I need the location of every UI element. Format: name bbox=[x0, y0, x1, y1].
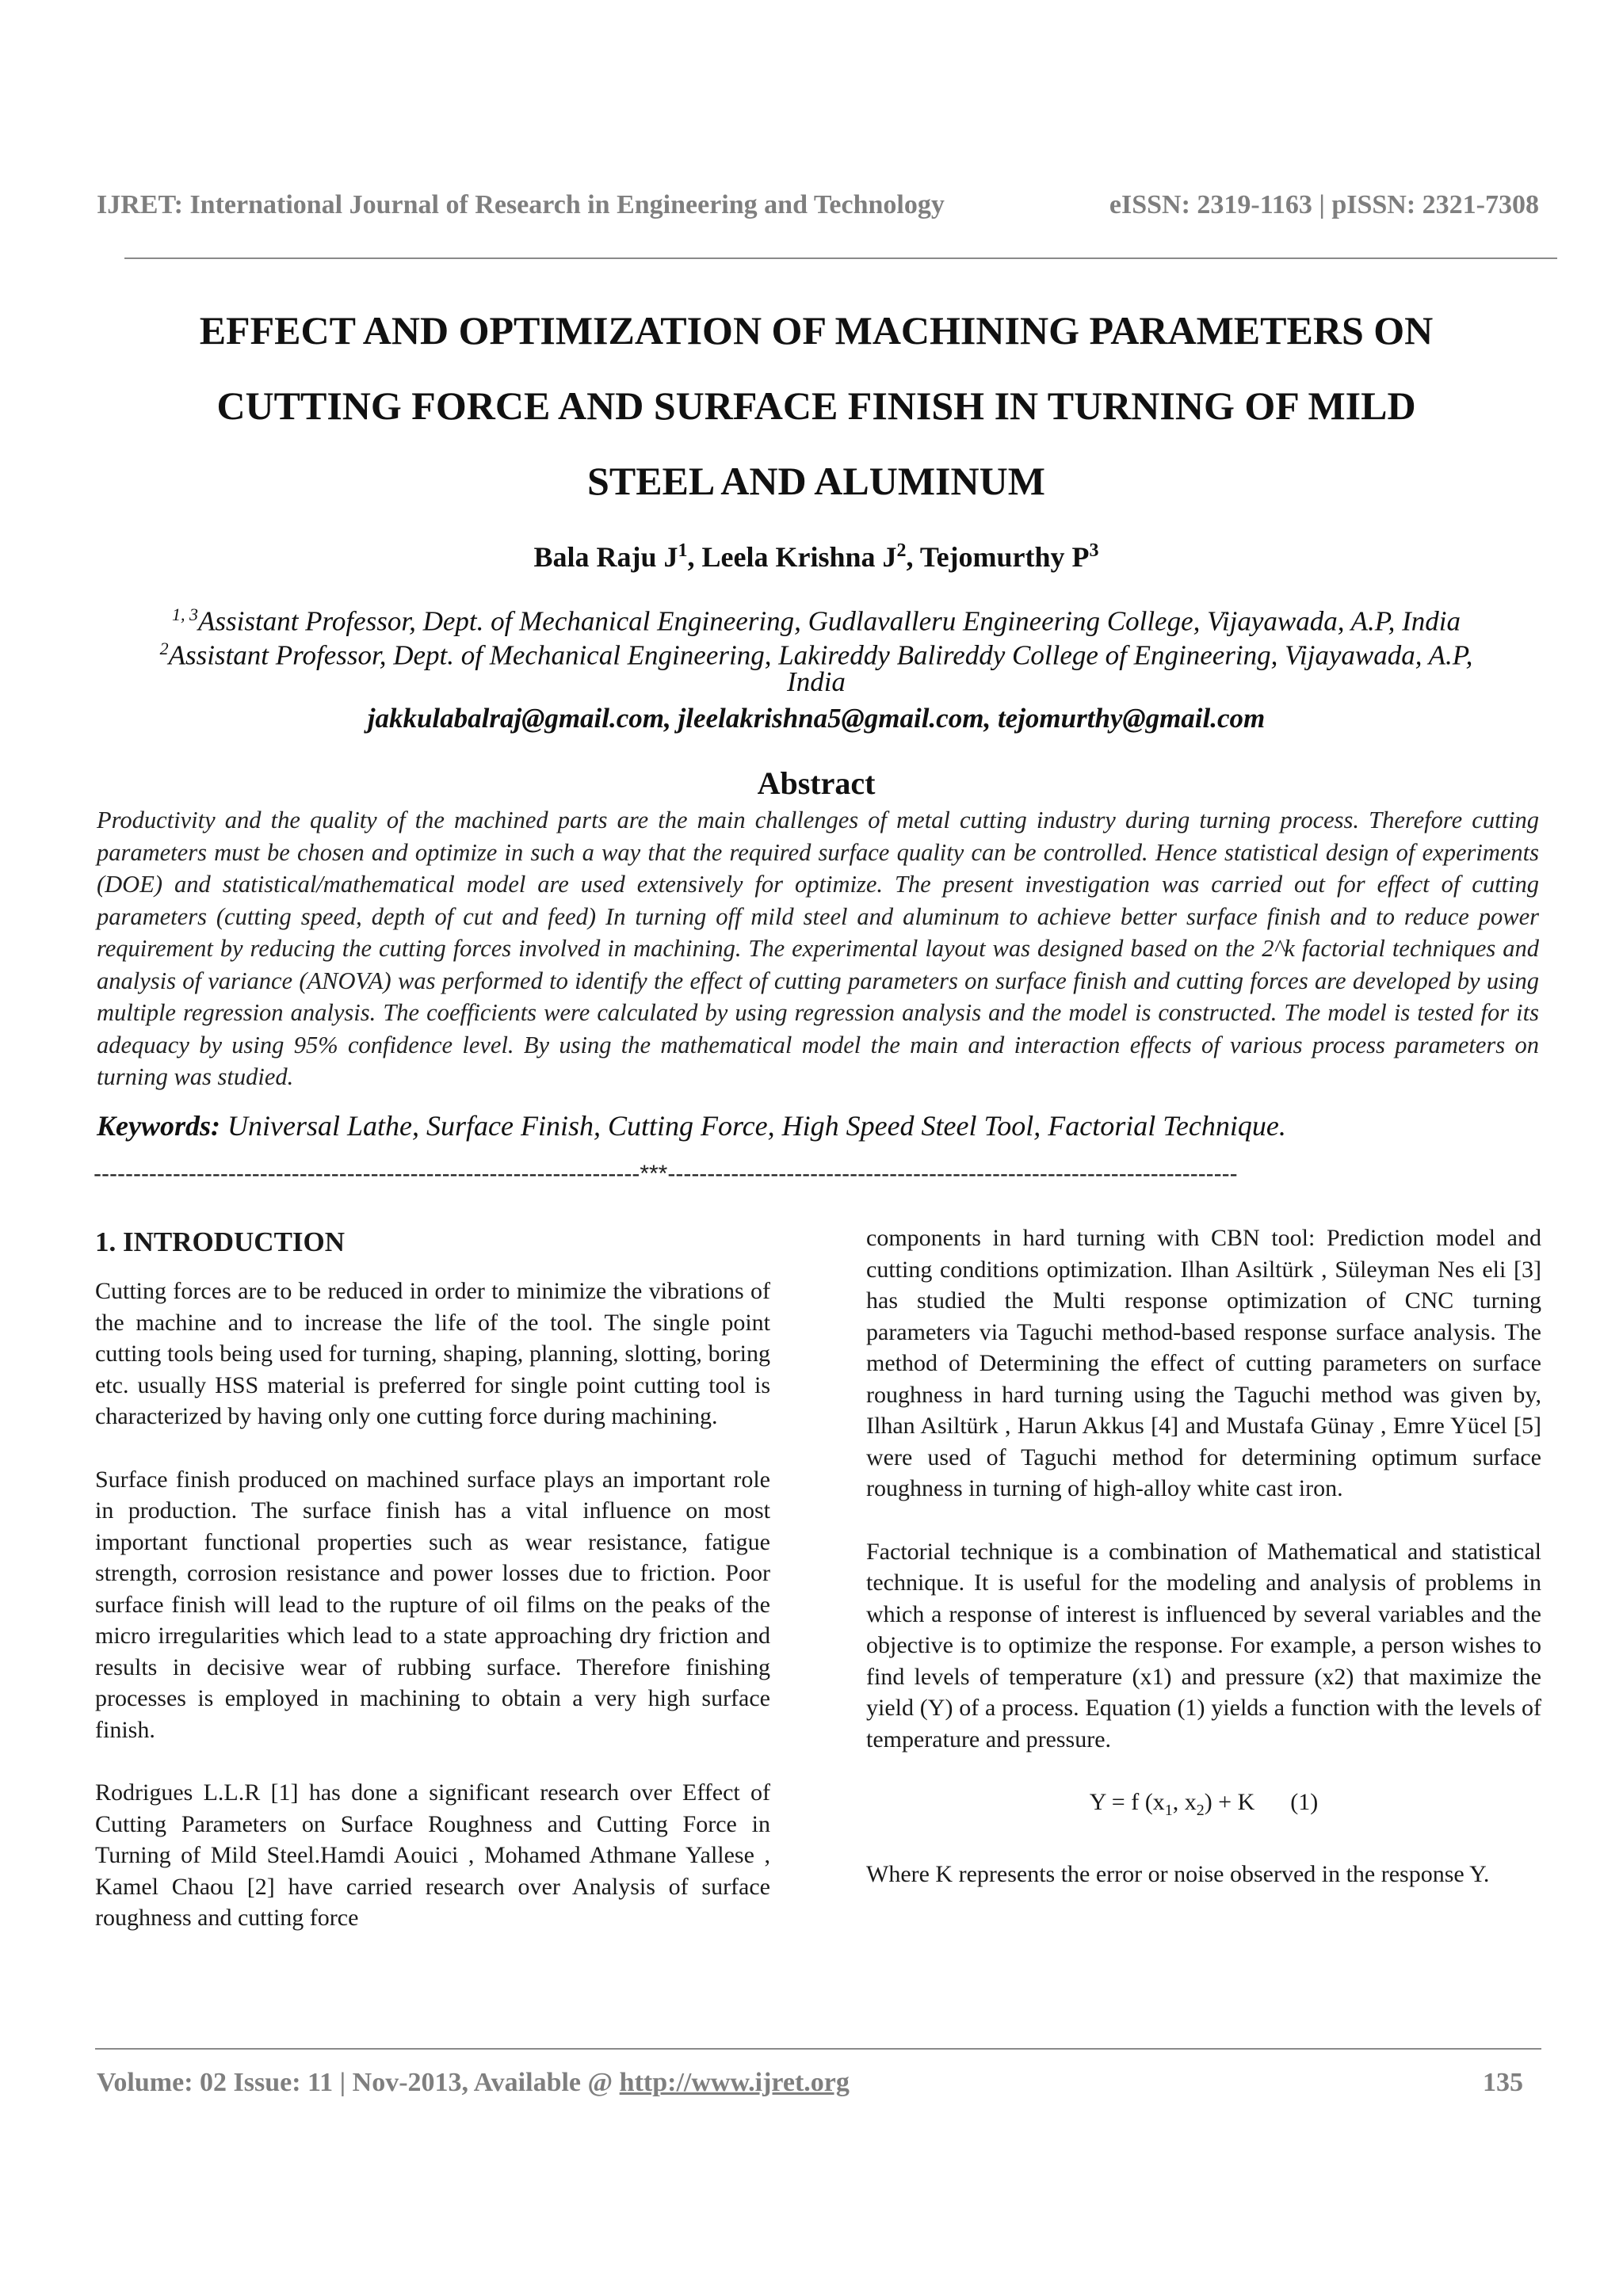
title-line-2: CUTTING FORCE AND SURFACE FINISH IN TURNING OF MILD bbox=[216, 383, 1416, 428]
intro-paragraph-1: Cutting forces are to be reduced in order to minimize the vibrations of the machine and to increase the life of the tool. The single point cutting tools being used for turning, shaping, planning, slotting, boring etc. usually HSS material is preferred for single point cutting tool is characterized by having only one cutting force during machining. bbox=[95, 1278, 770, 1429]
footer-journal-link[interactable]: http://www.ijret.org bbox=[619, 2068, 850, 2097]
journal-name: IJRET: International Journal of Research in Engineering and Technology bbox=[97, 190, 945, 219]
author-1-name: Bala Raju J bbox=[533, 541, 678, 573]
title-line-1: EFFECT AND OPTIMIZATION OF MACHINING PARAMETERS ON bbox=[199, 308, 1434, 353]
title-line-3: STEEL AND ALUMINUM bbox=[587, 459, 1045, 503]
affiliation-2-text: Assistant Professor, Dept. of Mechanical Engineering, Lakireddy Balireddy College of Engineering, Vijayawada, A.P, bbox=[168, 639, 1473, 671]
right-paragraph-2: Factorial technique is a combination of Mathematical and statistical technique. It is useful for the modeling and analysis of problems in which a response of interest is influenced by several variables and the objective is to optimize the response. For example, a person wishes to find levels of temperature (x1) and pressure (x2) that maximize the yield (Y) of a process. Equation (1) yields a function with the levels of temperature and pressure. bbox=[866, 1538, 1541, 1753]
equation-sub-1: 1 bbox=[1164, 1802, 1173, 1819]
keywords-text: Universal Lathe, Surface Finish, Cutting Force, High Speed Steel Tool, Factorial Technique. bbox=[220, 1110, 1286, 1142]
author-2-name: , Leela Krishna J bbox=[687, 541, 897, 573]
equation-part-c: ) + K (1) bbox=[1204, 1789, 1319, 1815]
abstract-body: Productivity and the quality of the machined parts are the main challenges of metal cutting industry during turning process. Therefore cutting parameters must be chosen and optimize in such a way that the required surface quality can be controlled. Hence statistical design of experiments (DOE) and statistical/mathematical model are used extensively for optimize. The present investigation was carried out for effect of cutting parameters (cutting speed, depth of cut and feed) In turning off mild steel and aluminum to achieve better surface finish and to reduce power requirement by reducing the cutting forces involved in machining. The experimental layout was designed based on the 2^k factorial techniques and analysis of variance (ANOVA) was performed to identify the effect of cutting parameters on surface finish and cutting forces are developed by using multiple regression analysis. The coefficients were calculated by using regression analysis and the model is constructed. The model is tested for its adequacy by using 95% confidence level. By using the mathematical model the main and interaction effects of various process parameters on turning was studied. bbox=[97, 807, 1539, 1090]
right-paragraph-1: components in hard turning with CBN tool: Prediction model and cutting conditions optimization. Ilhan Asiltürk , Süleyman Nes eli [3] has studied the Multi response optimization of CNC turning parameters via Taguchi method-based response surface analysis. The method of Determining the effect of cutting parameters on surface roughness in hard turning using the Taguchi method was given by, Ilhan Asiltürk , Harun Akkus [4] and Mustafa Günay , Emre Yücel [5] were used of Taguchi method for determining optimum surface roughness in turning of high-alloy white cast iron. bbox=[866, 1225, 1541, 1501]
header-divider bbox=[124, 257, 1557, 259]
author-1-sup: 1 bbox=[678, 540, 688, 561]
author-3-sup: 3 bbox=[1089, 540, 1099, 561]
abstract-heading: Abstract bbox=[757, 765, 876, 801]
journal-issn: eISSN: 2319-1163 | pISSN: 2321-7308 bbox=[1109, 190, 1539, 219]
affiliation-1-sup: 1, 3 bbox=[172, 605, 199, 624]
paper-title bbox=[119, 293, 1514, 519]
equation-part-a: Y = f (x bbox=[1089, 1789, 1165, 1815]
author-list bbox=[119, 540, 1514, 574]
left-column bbox=[95, 1224, 770, 1966]
section-separator: ---------------------------------------------------------------------***------------------------------------------------------------------------ bbox=[94, 1161, 1238, 1187]
keywords bbox=[97, 1109, 1539, 1142]
author-2-sup: 2 bbox=[896, 540, 907, 561]
intro-paragraph-2: Surface finish produced on machined surface plays an important role in production. The surface finish has a vital influence on most important functional properties such as wear resistance, fatigue strength, corrosion resistance and power losses due to friction. Poor surface finish will lead to the rupture of oil films on the peaks of the micro irregularities which lead to a state approaching dry friction and results in decisive wear of rubbing surface. Therefore finishing processes is employed in machining to obtain a very high surface finish. bbox=[95, 1466, 770, 1743]
page-number: 135 bbox=[1483, 2068, 1523, 2097]
right-paragraph-3: Where K represents the error or noise observed in the response Y. bbox=[866, 1860, 1490, 1887]
affiliation-2-continued: India bbox=[787, 666, 846, 697]
equation-part-b: , x bbox=[1172, 1789, 1197, 1815]
equation-1 bbox=[866, 1787, 1541, 1827]
equation-sub-2: 2 bbox=[1196, 1802, 1205, 1819]
footer-volume bbox=[97, 2068, 850, 2098]
intro-paragraph-3: Rodrigues L.L.R [1] has done a significant research over Effect of Cutting Parameters on Surface Roughness and Cutting Force in Turning of Mild Steel.Hamdi Aouici , Mohamed Athmane Yallese , Kamel Chaou [2] have carried research over Analysis of surface roughness and cutting force bbox=[95, 1779, 770, 1931]
right-column bbox=[866, 1222, 1541, 1921]
affiliation-2-sup: 2 bbox=[159, 639, 169, 658]
section-heading-introduction: 1. INTRODUCTION bbox=[95, 1226, 346, 1257]
affiliation-1-text: Assistant Professor, Dept. of Mechanical Engineering, Gudlavalleru Engineering College, Vijayawada, A.P, India bbox=[198, 605, 1461, 637]
journal-header bbox=[97, 190, 1539, 230]
footer-volume-text: Volume: 02 Issue: 11 | Nov-2013, Available @ bbox=[97, 2068, 620, 2097]
keywords-label: Keywords: bbox=[97, 1110, 220, 1142]
author-3-name: , Tejomurthy P bbox=[906, 541, 1090, 573]
footer-divider bbox=[95, 2048, 1541, 2050]
author-emails: jakkulabalraj@gmail.com, jleelakrishna5@gmail.com, tejomurthy@gmail.com bbox=[367, 703, 1266, 734]
